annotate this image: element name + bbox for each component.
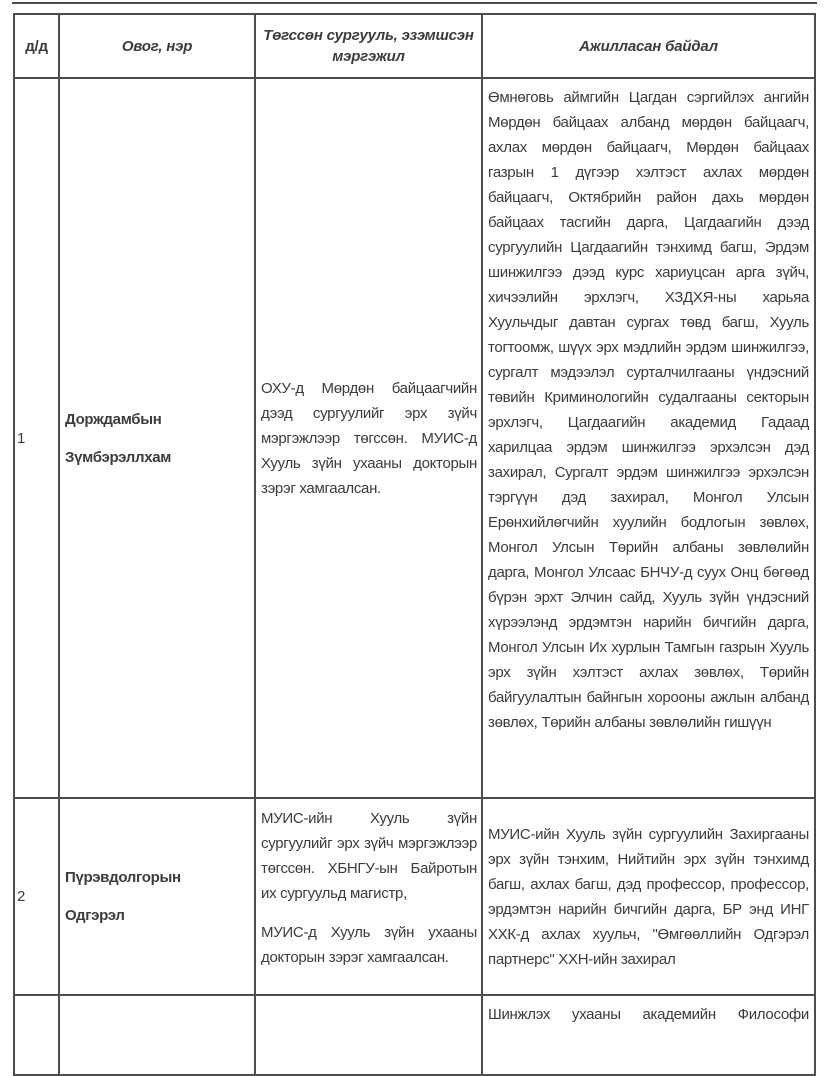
cell-name xyxy=(59,78,255,798)
cell-education xyxy=(255,995,482,1075)
col-header-education: Төгссөн сургууль, эзэмшсэн мэргэжил xyxy=(255,14,482,78)
col-header-number: д/д xyxy=(14,14,59,78)
table-row xyxy=(14,78,815,798)
table-header-row xyxy=(14,14,815,78)
table-row-partial xyxy=(14,995,815,1075)
cell-name xyxy=(59,995,255,1075)
education-paragraph: ОХУ-д Мөрдөн байцаагчийн дээд сургуулийг эрх зүйч мэргэжлээр төгссөн. МУИС-д Хууль зүйн ухааны докторын зэрэг хамгаалсан. xyxy=(261,379,477,497)
col-header-name: Овог, нэр xyxy=(59,14,255,78)
name-given: Зүмбэрэллхам xyxy=(65,448,172,466)
cell-career xyxy=(482,78,815,798)
cell-name xyxy=(59,798,255,995)
education-paragraph: МУИС-д Хууль зүйн ухааны докторын зэрэг хамгаалсан. xyxy=(261,924,477,966)
col-header-career: Ажилласан байдал xyxy=(482,14,815,78)
name-surname: Дорждамбын xyxy=(65,410,162,428)
career-paragraph: Шинжлэх ухааны академийн Философи xyxy=(488,1006,809,1023)
cell-education xyxy=(255,78,482,798)
name-given: Одгэрэл xyxy=(65,907,125,924)
cell-career xyxy=(482,798,815,995)
staff-table xyxy=(13,13,816,1076)
table-row xyxy=(14,798,815,995)
cell-number: 1 xyxy=(14,78,59,798)
cell-career xyxy=(482,995,815,1075)
cell-number: 2 xyxy=(14,798,59,995)
cell-number xyxy=(14,995,59,1075)
education-paragraph: МУИС-ийн Хууль зүйн сургуулийг эрх зүйч мэргэжлээр төгссөн. ХБНГУ-ын Байротын их сургуульд магистр, xyxy=(261,810,477,902)
career-paragraph: МУИС-ийн Хууль зүйн сургуулийн Захиргааны эрх зүйн тэнхим, Нийтийн эрх зүйн тэнхимд багш, ахлах багш, дэд профессор, профессор, эрдэмтэн нарийн бичгийн дарга, БР энд ИНГ ХХК-д ахлах хуульч, "Өмгөөллийн Одгэрэл партнерс" ХХН-ийн захирал xyxy=(488,825,809,968)
career-paragraph: Өмнөговь аймгийн Цагдан сэргийлэх ангийн Мөрдөн байцаах албанд мөрдөн байцаагч, ахлах мөрдөн байцаагч, Мөрдөн байцаах газрын 1 дүгээр хэлтэст ахлах мөрдөн байцаагч, Октябрийн район дахь мөрдөн байцаах тасгийн дарга, Цагдаагийн дээд сургуулийн Цагдаагийн тэнхимд багш, Эрдэм шинжилгээ дээд курс хариуцсан арга зүйч, хичээлийн эрхлэгч, ХЗДХЯ-ны харьяа Хуульчдыг давтан сургах төвд багш, Хууль тогтоомж, шүүх эрх мэдлийн эрдэм шинжилгээ, сургалт мэдээлэл сурталчилгааны үндэсний төвийн Криминологийн судалгааны секторын эрхлэгч, Цагдаагийн академид Гадаад харилцаа эрдэм шинжилгээ эрхэлсэн дэд захирал, Сургалт эрдэм шинжилгээ эрхэлсэн тэргүүн дэд захирал, Монгол Улсын Ерөнхийлөгчийн хуулийн бодлогын зөвлөх, Монгол Улсын Төрийн албаны зөвлөлийн дарга, Монгол Улсаас БНЧУ-д суух Онц бөгөөд бүрэн эрхт Элчин сайд, Хууль зүйн үндэсний хүрээлэнд эрдэмтэн нарийн бичгийн дарга, Монгол Улсын Их хурлын Тамгын газрын Хууль эрх зүйн хэлтэст ахлах зөвлөх, Төрийн байгуулалтын байнгын хорооны ажлын албанд зөвлөх, Төрийн албаны зөвлөлийн гишүүн xyxy=(488,89,809,731)
name-surname: Пүрэвдолгорын xyxy=(65,869,181,886)
cell-education xyxy=(255,798,482,995)
page-top-divider xyxy=(12,2,817,4)
